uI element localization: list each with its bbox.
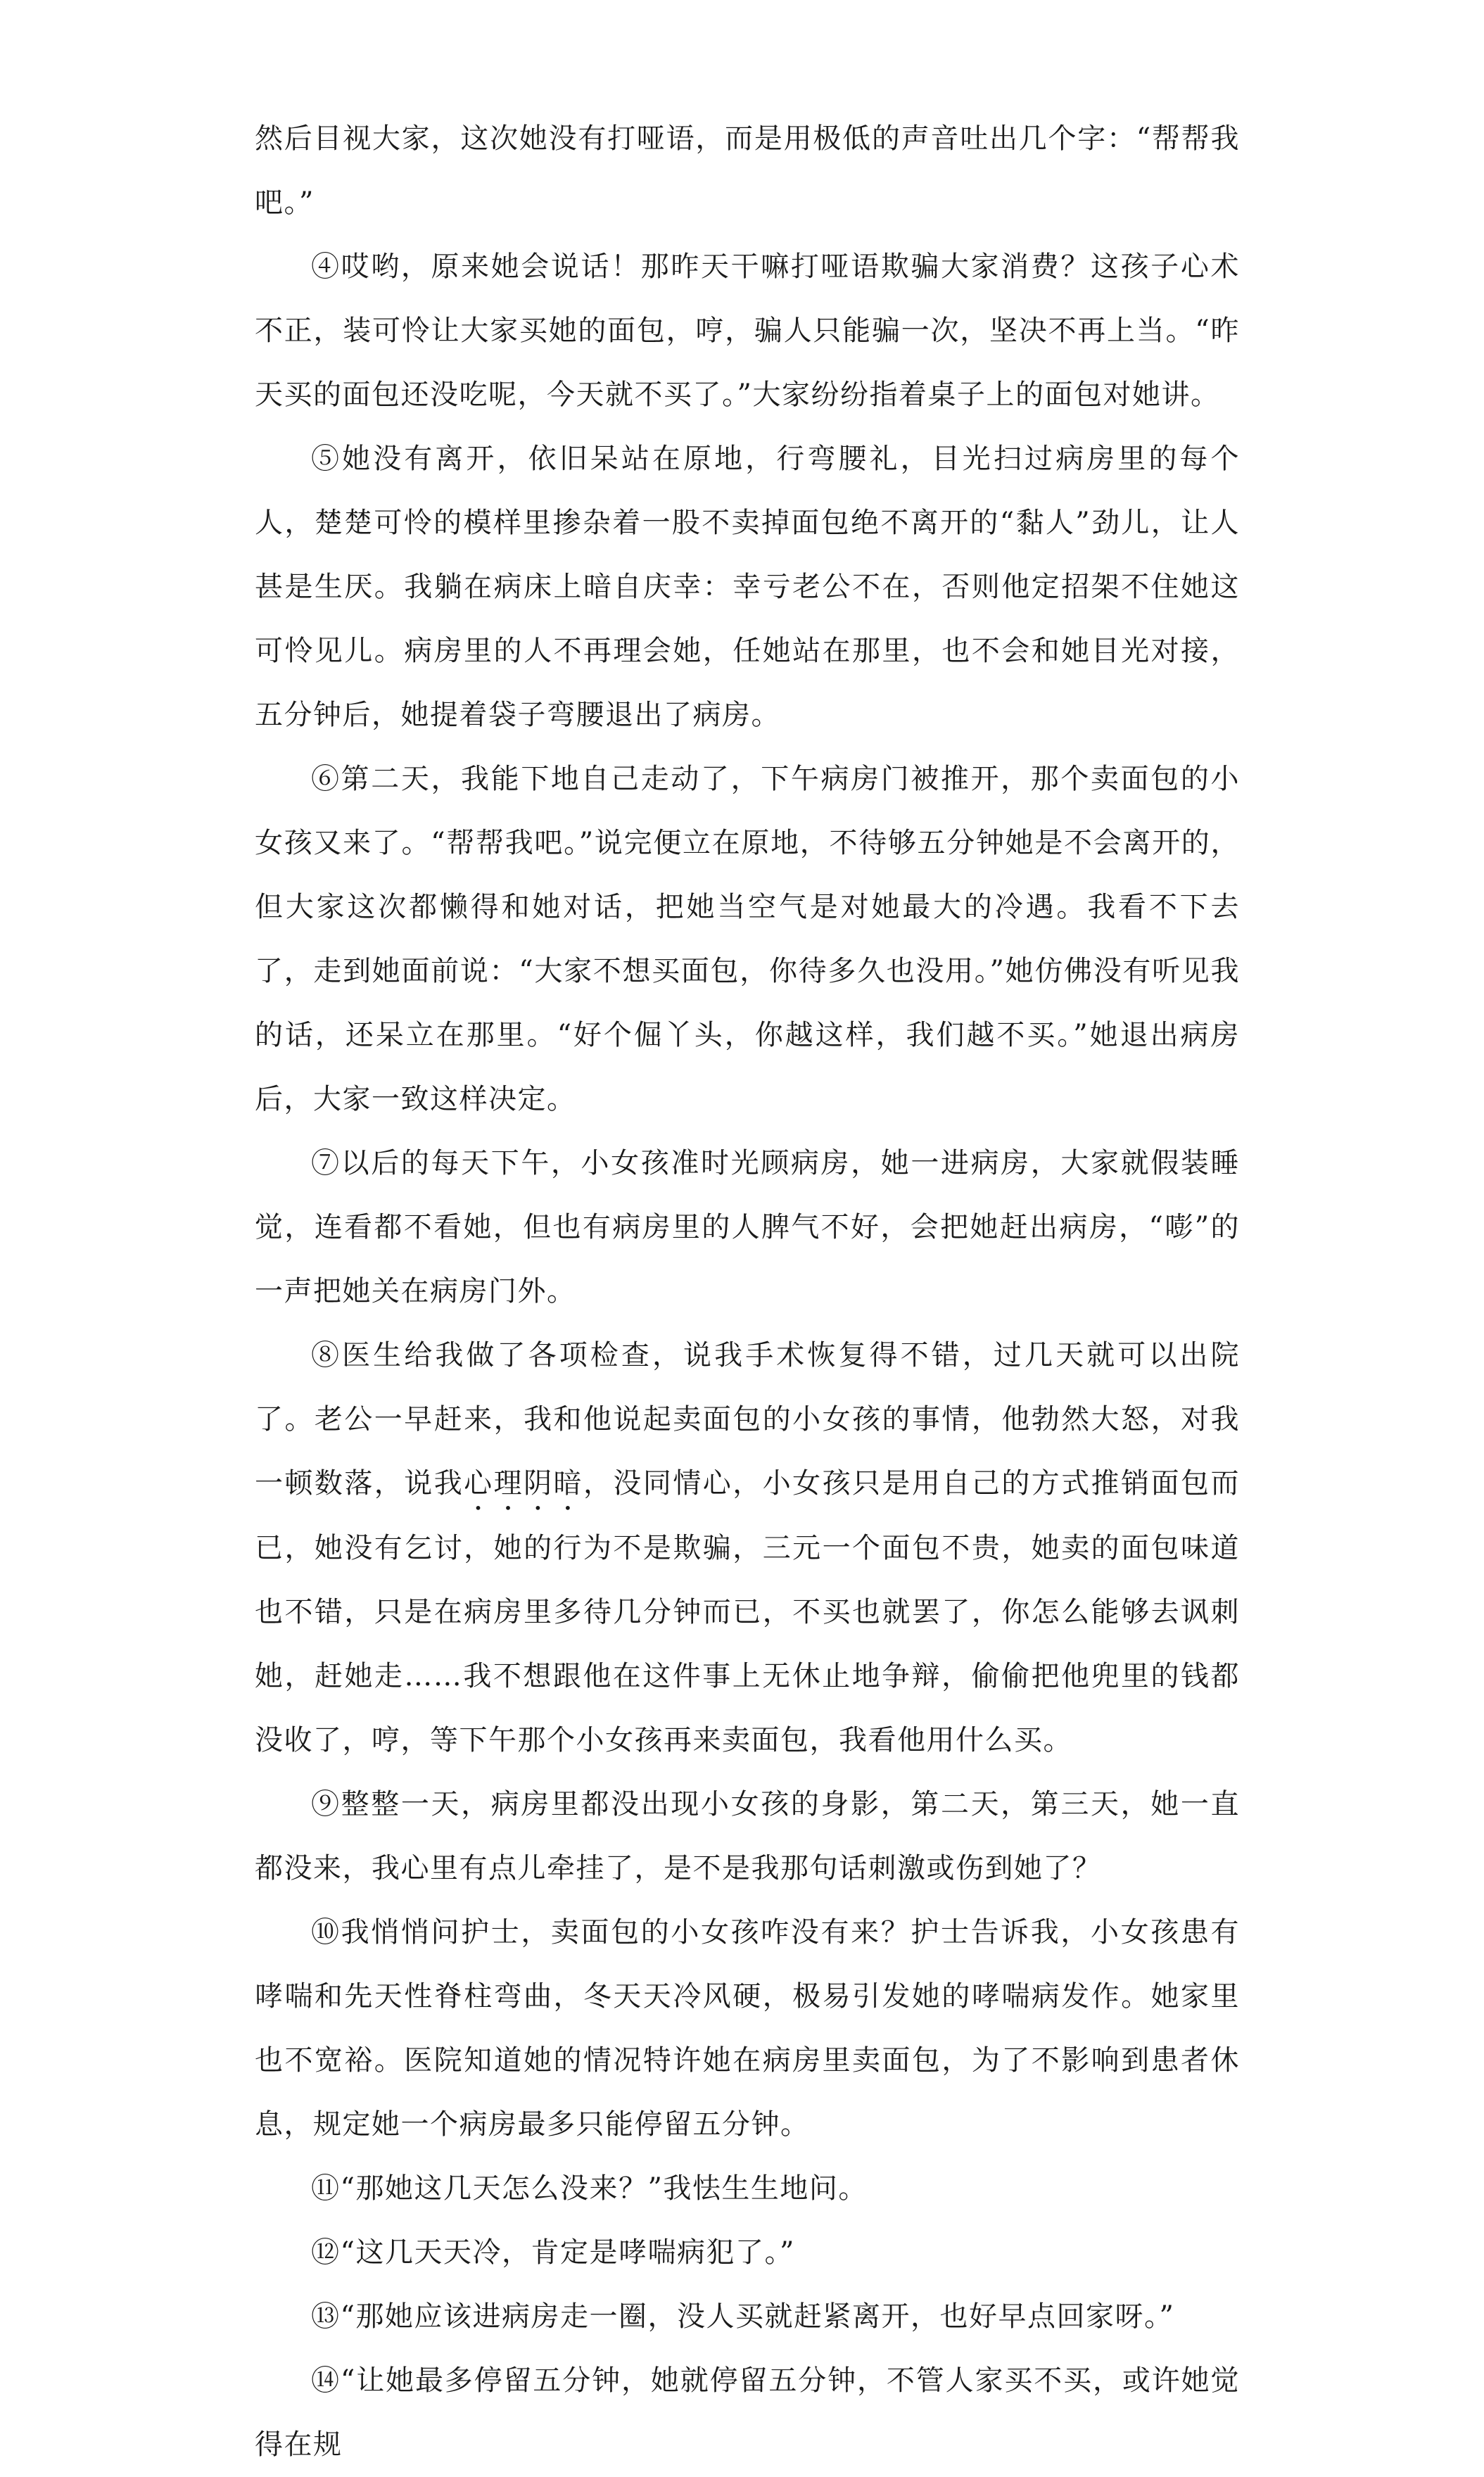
paragraph-7: ⑦以后的每天下午，小女孩准时光顾病房，她一进病房，大家就假装睡觉，连看都不看她，但也有病房里的人脾气不好，会把她赶出病房，“嘭”的一声把她关在病房门外。 bbox=[255, 1147, 1240, 1307]
paragraph-10: ⑩我悄悄问护士，卖面包的小女孩咋没有来？护士告诉我，小女孩患有哮喘和先天性脊柱弯曲，冬天天冷风硬，极易引发她的哮喘病发作。她家里也不宽裕。医院知道她的情况特许她在病房里卖面包，为了不影响到患者休息，规定她一个病房最多只能停留五分钟。 bbox=[255, 1916, 1240, 2141]
emphasized-phrase: 心理阴暗 bbox=[464, 1467, 583, 1500]
paragraph-continuation: 然后目视大家，这次她没有打哑语，而是用极低的声音吐出几个字：“帮帮我吧。” bbox=[255, 122, 1240, 219]
paragraph-5: ⑤她没有离开，依旧呆站在原地，行弯腰礼，目光扫过病房里的每个人，楚楚可怜的模样里掺杂着一股不卖掉面包绝不离开的“黏人”劲儿，让人甚是生厌。我躺在病床上暗自庆幸：幸亏老公不在，否则他定招架不住她这可怜见儿。病房里的人不再理会她，任她站在那里，也不会和她目光对接，五分钟后，她提着袋子弯腰退出了病房。 bbox=[255, 443, 1240, 731]
paragraph-8-after: ，没同情心，小女孩只是用自己的方式推销面包而已，她没有乞讨，她的行为不是欺骗，三元一个面包不贵，她卖的面包味道也不错，只是在病房里多待几分钟而已，不买也就罢了，你怎么能够去讽刺她，赶她走……我不想跟他在这件事上无休止地争辩，偷偷把他兜里的钱都没收了，哼，等下午那个小女孩再来卖面包，我看他用什么买。 bbox=[255, 1467, 1240, 1756]
paragraph-4: ④哎哟，原来她会说话！那昨天干嘛打哑语欺骗大家消费？这孩子心术不正，装可怜让大家买她的面包，哼，骗人只能骗一次，坚决不再上当。“昨天买的面包还没吃呢，今天就不买了。”大家纷纷指着桌子上的面包对她讲。 bbox=[255, 251, 1240, 411]
paragraph-13: ⑬“那她应该进病房走一圈，没人买就赶紧离开，也好早点回家呀。” bbox=[311, 2300, 1175, 2333]
paragraph-8-before: ⑧医生给我做了各项检查，说我手术恢复得不错，过几天就可以出院了。老公一早赶来，我和他说起卖面包的小女孩的事情，他勃然大怒，对我一顿数落，说我 bbox=[255, 1339, 1240, 1500]
paragraph-6: ⑥第二天，我能下地自己走动了，下午病房门被推开，那个卖面包的小女孩又来了。“帮帮我吧。”说完便立在原地，不待够五分钟她是不会离开的，但大家这次都懒得和她对话，把她当空气是对她最大的冷遇。我看不下去了，走到她面前说：“大家不想买面包，你待多久也没用。”她仿佛没有听见我的话，还呆立在那里。“好个倔丫头，你越这样，我们越不买。”她退出病房后，大家一致这样决定。 bbox=[255, 763, 1240, 1115]
paragraph-11: ⑪“那她这几天怎么没来？”我怯生生地问。 bbox=[311, 2172, 868, 2205]
paragraph-14: ⑭“让她最多停留五分钟，她就停留五分钟，不管人家买不买，或许她觉得在规 bbox=[255, 2364, 1240, 2461]
paragraph-8 bbox=[255, 1324, 1240, 1773]
paragraph-12: ⑫“这几天天冷，肯定是哮喘病犯了。” bbox=[311, 2236, 795, 2269]
paragraph-9: ⑨整整一天，病房里都没出现小女孩的身影，第二天，第三天，她一直都没来，我心里有点儿牵挂了，是不是我那句话刺激或伤到她了？ bbox=[255, 1788, 1240, 1884]
story-text bbox=[255, 107, 1240, 2477]
